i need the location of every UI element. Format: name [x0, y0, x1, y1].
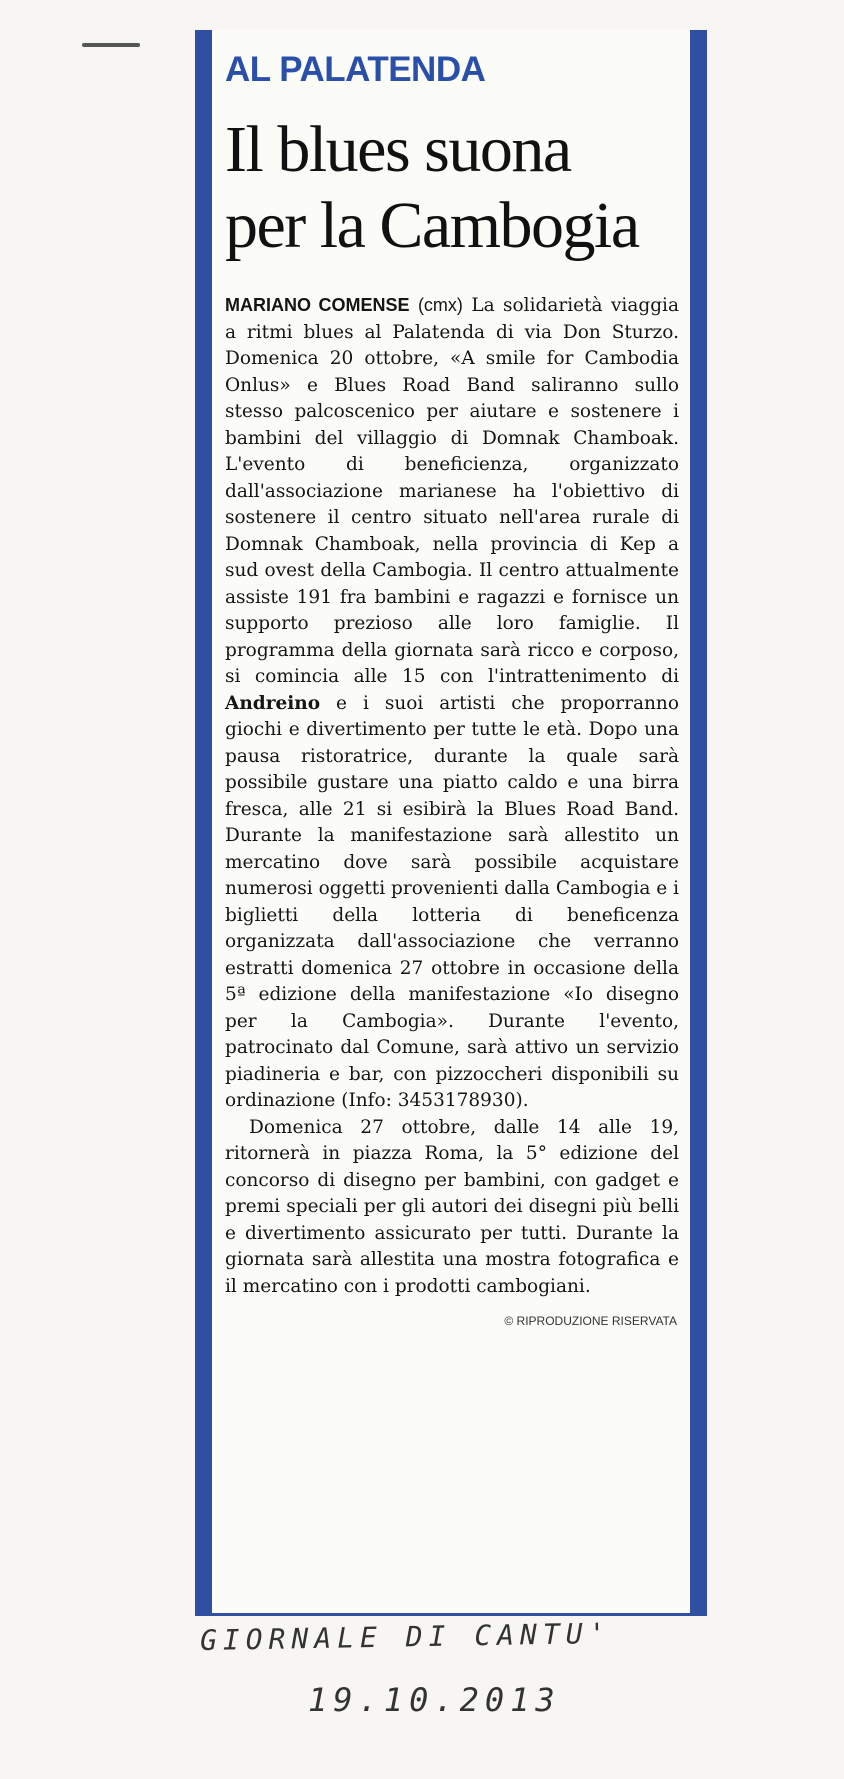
clipping-content: [225, 46, 679, 1616]
bold-name: Andreino: [225, 692, 321, 714]
headline: [225, 112, 679, 264]
dateline-place: MARIANO COMENSE: [225, 295, 410, 315]
article-body: [225, 292, 679, 1300]
newspaper-clipping: [195, 30, 707, 1616]
left-blue-border: [195, 30, 212, 1616]
paragraph-1-text-b: e i suoi artisti che proporranno giochi e divertimento per tutte le età. Dopo una pausa ristoratrice, durante la quale sarà possibile gustare una piatto caldo e una birra fresca, alle 21 si esibirà la Blues Road Band. Durante la manifestazione sarà allestito un mercatino dove sarà possibile acquistare numerosi oggetti provenienti dalla Cambogia e i biglietti della lotteria di beneficenza organizzata dall'associazione che verranno estratti domenica 27 ottobre in occasione della 5ª edizione della manifestazione «Io disegno per la Cambogia». Durante l'evento, patrocinato dal Comune, sarà attivo un servizio piadineria e bar, con pizzoccheri disponibili su ordinazione (Info: 3453178930).: [225, 692, 679, 1111]
paragraph-1: [225, 292, 679, 1115]
handwritten-source: GIORNALE DI CANTU': [199, 1616, 612, 1658]
headline-line-1: Il blues suona: [225, 113, 571, 186]
right-blue-border: [690, 30, 707, 1616]
paragraph-1-text-a: La solidarietà viaggia a ritmi blues al Palatenda di via Don Sturzo. Domenica 20 ottobre, «A smile for Cambodia Onlus» e Blues Road Band saliranno sullo stesso palcoscenico per aiutare e sostenere i bambini del villaggio di Domnak Chamboak. L'evento di beneficienza, organizzato dall'associazione marianese ha l'obiettivo di sostenere il centro situato nell'area rurale di Domnak Chamboak, nella provincia di Kep a sud ovest della Cambogia. Il centro attualmente assiste 191 fra bambini e ragazzi e fornisce un supporto prezioso alle loro famiglie. Il programma della giornata sarà ricco e corposo, si comincia alle 15 con l'intrattenimento di: [225, 295, 679, 687]
copyright-notice: © RIPRODUZIONE RISERVATA: [504, 1314, 677, 1328]
headline-line-2: per la Cambogia: [225, 189, 639, 262]
dateline-agency: (cmx): [417, 295, 463, 315]
kicker: AL PALATENDA: [225, 50, 486, 89]
paragraph-2: Domenica 27 ottobre, dalle 14 alle 19, ritornerà in piazza Roma, la 5° edizione del concorso di disegno per bambini, con gadget e premi speciali per gli autori dei disegni più belli e divertimento assicurato per tutti. Durante la giornata sarà allestita una mostra fotografica e il mercatino con i prodotti cambogiani.: [225, 1116, 679, 1297]
handwritten-annotation: [199, 1616, 660, 1719]
page-edge-mark: [82, 43, 140, 47]
handwritten-date: 19.10.2013: [308, 1681, 561, 1719]
